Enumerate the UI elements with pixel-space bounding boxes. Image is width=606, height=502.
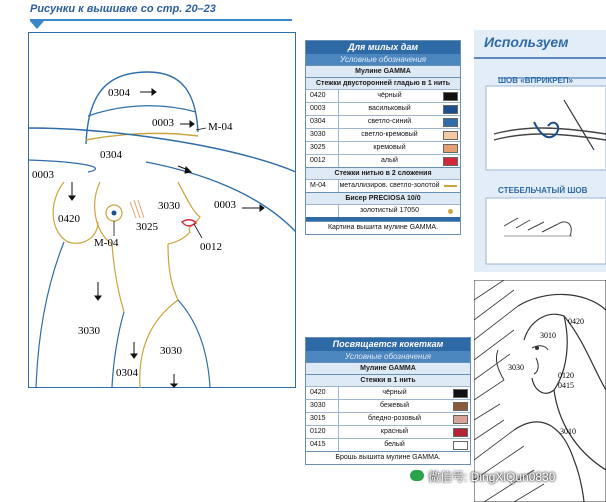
legend2-row: 3030 бежевый bbox=[306, 399, 470, 412]
stitch-label-stem: СТЕБЕЛЬЧАТЫЙ ШОВ bbox=[498, 186, 588, 195]
legend1-row: 0012 алый bbox=[306, 154, 460, 167]
p2-label-2: 3010 bbox=[540, 331, 556, 340]
label-hair: 0420 bbox=[58, 213, 80, 225]
label-lips: 0012 bbox=[200, 241, 222, 253]
legend1-title: Для милых дам bbox=[306, 41, 460, 54]
legend1-subtitle: Условные обозначения bbox=[306, 54, 460, 65]
color-swatch bbox=[443, 157, 458, 166]
legend1-section-3: Бисер PRECIOSA 10/0 bbox=[306, 192, 460, 204]
header-rule bbox=[30, 19, 292, 21]
legend2-row: 0415 белый bbox=[306, 438, 470, 451]
watermark-text: 微信号: DingXiQun0830 bbox=[428, 470, 556, 484]
legend2-title: Посвящается кокеткам bbox=[306, 338, 470, 351]
side-panel-title: Используем bbox=[484, 34, 569, 50]
legend1-row: 3025 кремовый bbox=[306, 141, 460, 154]
color-swatch bbox=[453, 441, 468, 450]
color-swatch bbox=[453, 402, 468, 411]
header-triangle-marker bbox=[30, 21, 44, 29]
legend2-row: 3015 бледно-розовый bbox=[306, 412, 470, 425]
legend1-section-1: Стежки двусторонней гладью в 1 нить bbox=[306, 77, 460, 89]
label-brim-left: 0003 bbox=[32, 169, 54, 181]
label-dress: 3030 bbox=[78, 325, 100, 337]
legend2-thread: Мулине GAMMA bbox=[306, 362, 470, 374]
legend1-row: 0420 чёрный bbox=[306, 89, 460, 102]
legend1-section-2: Стежки нитью в 2 сложения bbox=[306, 167, 460, 179]
color-swatch bbox=[443, 118, 458, 127]
legend2-row: 0420 чёрный bbox=[306, 386, 470, 399]
legend2-note: Брошь вышита мулине GAMMA. bbox=[306, 451, 470, 464]
p2-label-1: 0420 bbox=[568, 317, 584, 326]
wechat-icon bbox=[410, 470, 424, 481]
p2-label-4: 0120 bbox=[558, 371, 574, 380]
label-cheek: 3025 bbox=[136, 221, 158, 233]
p2-label-5: 0415 bbox=[558, 381, 574, 390]
legend-table-2 bbox=[305, 337, 471, 465]
legend1-thread: Мулине GAMMA bbox=[306, 65, 460, 77]
color-swatch bbox=[443, 92, 458, 101]
legend2-section-1: Стежки в 1 нить bbox=[306, 374, 470, 386]
color-swatch bbox=[443, 144, 458, 153]
label-m04-earring: M-04 bbox=[94, 237, 119, 249]
color-swatch bbox=[453, 415, 468, 424]
embroidery-pattern-lady-hat bbox=[28, 32, 296, 388]
legend1-row: золотистый 17050 bbox=[306, 204, 460, 217]
label-hat-top: 0304 bbox=[108, 87, 130, 99]
legend1-row: 0304 светло-синий bbox=[306, 115, 460, 128]
legend2-subtitle: Условные обозначения bbox=[306, 351, 470, 362]
legend2-row: 0120 красный bbox=[306, 425, 470, 438]
label-dress-lower: 0304 bbox=[116, 367, 138, 379]
color-swatch bbox=[443, 105, 458, 114]
page-header-title: Рисунки к вышивке со стр. 20–23 bbox=[30, 3, 216, 15]
color-swatch bbox=[453, 428, 468, 437]
stitch-label-couching: ШОВ «ВПРИКРЕП» bbox=[498, 76, 574, 85]
gold-line-swatch bbox=[444, 185, 457, 187]
label-face: 3030 bbox=[158, 200, 180, 212]
bead-swatch bbox=[448, 209, 453, 214]
label-brim: 0304 bbox=[100, 149, 122, 161]
legend1-row: M-04 металлизиров. светло-золотой bbox=[306, 179, 460, 192]
legend-table-1 bbox=[305, 40, 461, 235]
label-brim-right: 0003 bbox=[214, 199, 236, 211]
p2-label-3: 3030 bbox=[508, 363, 524, 372]
label-hat-band: 0003 bbox=[152, 117, 174, 129]
label-shoulder: 3030 bbox=[160, 345, 182, 357]
p2-label-6: 3010 bbox=[560, 427, 576, 436]
label-m04-band: M-04 bbox=[208, 121, 233, 133]
legend1-note: Картина вышита мулине GAMMA. bbox=[306, 221, 460, 234]
legend1-row: 0003 васильковый bbox=[306, 102, 460, 115]
color-swatch bbox=[443, 131, 458, 140]
legend1-row: 3030 светло-кремовый bbox=[306, 128, 460, 141]
color-swatch bbox=[453, 389, 468, 398]
stitch-guide-panel bbox=[474, 30, 606, 272]
